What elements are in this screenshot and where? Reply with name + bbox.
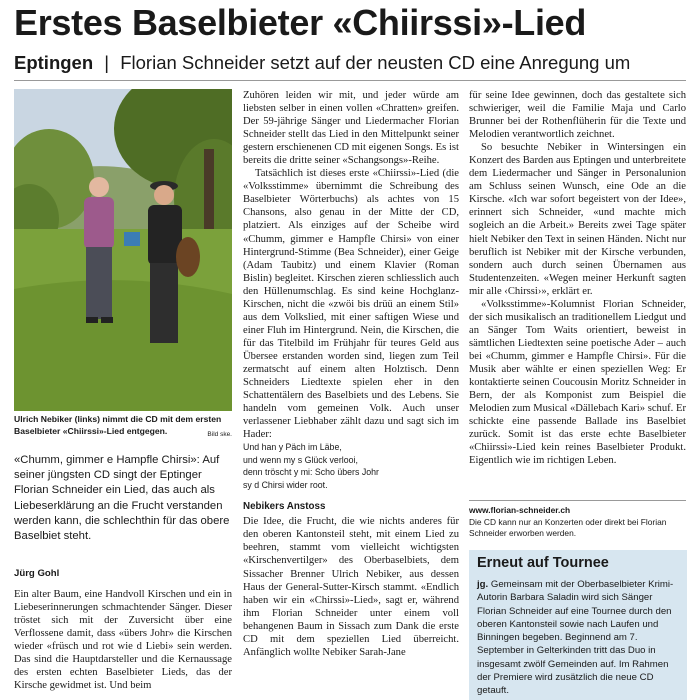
info-note: Die CD kann nur an Konzerten oder direkt bei Florian Schneider erworben werden. [469, 516, 667, 538]
verse-line-3: denn tröscht y mi: Scho übers Johr [243, 467, 379, 478]
website-link[interactable]: www.florian-schneider.ch [469, 505, 571, 515]
verse-line-2: und wenn my s Glück verlooi, [243, 454, 358, 465]
column-2 [243, 89, 459, 659]
box-text [477, 578, 680, 698]
subhead [14, 52, 694, 74]
headline: Erstes Baselbieter «Chiirssi»-Lied [14, 2, 587, 43]
column-3 [469, 89, 686, 467]
col3-paragraph-2: So besuchte Nebiker in Wintersingen ein Konzert des Barden aus Eptingen und unterbreitete dem Liedermacher und Sänger in Personalunion am Schluss seinen Wunsch, eine Ode an die Kirsche. «Ich war sofort begeistert von der Idee», erinnert sich Schneider, «und machte mich sogleich an die Arbeit.» Bereits zwei Tage später hielt Nebiker den Text in seinen Händen. Nicht nur beruflich ist Nebiker mit der Kirsche verbunden, sondern auch durch seinen Übernamen aus Studentenzeiten. «Wegen meiner Herkunft sagten mir alle ‹Chirssi›», erklärt er. [469, 142, 686, 297]
col2-paragraph-1: Zuhören leiden wir mit, und jeder würde am liebsten selber in einen vollen «Chratten» greifen. Der 59-jährige Sänger und Liedermacher Florian Schneider stellt das Lied in den Mittelpunkt seiner gestern erschienenen CD mit eigenen Songs. Es ist bereits die dritte seiner «Schangsongs»-Reihe. [243, 90, 459, 167]
col3-paragraph-1: für seine Idee gewinnen, doch das gestaltete sich schwieriger, weil die Familie Maja und Carlo Brunner bei der Rothenflüherin für die Texte und Melodien verantwortlich zeichnet. [469, 90, 686, 141]
section-heading: Nebikers Anstoss [243, 501, 326, 513]
author-byline: Jürg Gohl [14, 568, 60, 579]
box-title: Erneut auf Tournee [477, 555, 609, 571]
box-body: Gemeinsam mit der Oberbaselbieter Krimi-Autorin Barbara Saladin wird sich Sänger Florian Schneider auf eine Tournee durch den oberen Kantonsteil sowie nach Laufen und Binningen begeben. Beginnend am 7. September in Gelterkinden tritt das Duo in insgesamt zwölf Gemeinden auf. Im Rahmen der Premiere wird zusätzlich die neue CD getauft. [477, 579, 674, 697]
dateline-place: Eptingen [14, 52, 94, 73]
article-photo [14, 89, 232, 411]
verse-line-4: sy d Chirsi wider root. [243, 479, 328, 490]
photo-caption [14, 414, 232, 440]
lead-paragraph: «Chumm, gimmer e Hampfle Chirsi»: Auf seiner jüngsten CD singt der Eptinger Florian Schneider ein Lied, das auch als Liebeserklärung an die Frucht verstanden werden kann, die schlechthin für das obere Baselbiet steht. [14, 454, 230, 543]
column-1 [14, 588, 232, 692]
info-rule [469, 500, 686, 501]
subhead-text: Florian Schneider setzt auf der neusten CD eine Anregung um [120, 52, 631, 73]
col3-paragraph-3: «Volksstimme»-Kolumnist Florian Schneider, der sich musikalisch an traditionellem Liedgut und an Sänger Tom Waits orientiert, beweist in sämtlichen Liedtexten seine poetische Ader – auch bei «Chumm, gimmer e Hampfle Chirsi». Für die Musik aber wählte er einen speziellen Weg: Er kontaktierte seinen Coucousin Moritz Schneider in Bern, der als Komponist zum Beispiel die Melodien zum Musical «Dällebach Kari» schuf. Er schickte eine passende Ballade ins Baselbiet zurück. Somit ist das erste echte Baselbieter «Chiirssi»-Lied kein reines Baselbieter Produkt. Eigentlich wie im richtigen Leben. [469, 298, 686, 467]
tour-info-box [469, 550, 687, 700]
photo-credit: Bild ske. [207, 430, 232, 438]
caption-text: Ulrich Nebiker (links) nimmt die CD mit dem ersten Baselbieter «Chiirssi»-Lied entgegen. [14, 414, 222, 436]
col1-paragraph: Ein alter Baum, eine Handvoll Kirschen und ein in Liebeserinnerungen schmachtender Sänger. Dieser tröstet sich mit der Zuversicht über eine Verflossene damit, dass «übers Johr» die Kirschen wieder «früsch und rot wie d Liebi» sein werden. Das sind die Hauptdarsteller und die Kernaussage des ersten echten Baselbieter Lieds, das der Kirsche gewidmet ist. Und beim [14, 589, 232, 692]
verse-line-1: Und han y Päch im Läbe, [243, 442, 342, 453]
col2-paragraph-3: Die Idee, die Frucht, die wie nichts anderes für den oberen Kantonsteil steht, mit einem Lied zu beehren, stammt vom vielleicht wichtigsten «Kirschenvertilger» des Oberbaselbiets, dem Sissacher Brenner Ulrich Nebiker, aus dessen Haus der General-Sutter-Kirsch stammt. «Endlich haben wir ein «Chirssi»-Lied», sagt er, während ihm Florian Schneider unter einem voll behangenen Baum in Sissach zum Dank die erste CD mit dem speziellen Lied überreicht. Anfänglich wollte Nebiker Sarah-Jane [243, 516, 459, 658]
col2-paragraph-2: Tatsächlich ist dieses erste «Chiirssi»-Lied (die «Volksstimme» übernimmt die Schreibung des Baselbieter Wörterbuchs) als achtes von 15 Chansons, also genau in der Mitte der CD, platziert. Als einziges auf der Scheibe wird «Chumm, gimmer e Hampfle Chirsi» von einer Hintergrund-Stimme (Bea Schneider), einer Geige (Adam Taubitz) und einem Klavier (Roman Bislin) begleitet. Kirschen zieren schliesslich auch den Hüllenumschlag. Es sind keine Hochglanz-Kirschen, nicht die «zwöi bis drüü an einem Stil» aus dem Volkslied, mit einer saftigen Wiese und einer Fluh im Hintergrund. Nein, die Kirschen, die für das Titelbild im Frühjahr für teures Geld aus Übersee erstanden worden sind, liegen zum Teil zermatscht auf einem alten Holztisch. Denn Schneiders Liedtexte spielen eher in den Schattentälern des Baselbiets und des Lebens. Sie handeln vom gemeinen Volk. Auch unser verlassener Liebhaber zählt dazu und sagt sich im Hader: [243, 168, 459, 441]
dateline-separator: | [104, 52, 110, 73]
top-rule [14, 80, 686, 81]
info-block [469, 505, 686, 540]
box-author-short: jg. [477, 579, 489, 590]
